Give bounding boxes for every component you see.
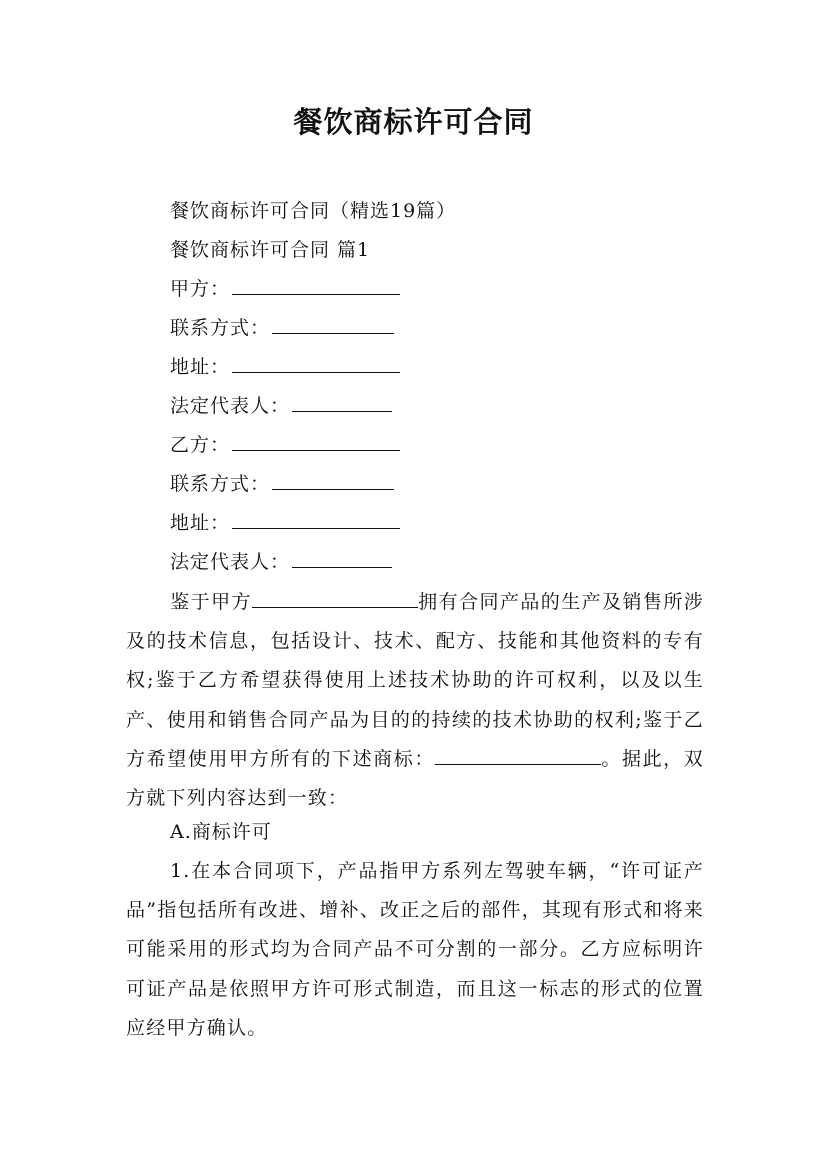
party-a-legal-rep-row bbox=[170, 392, 392, 420]
clause-1-paragraph bbox=[126, 852, 704, 1048]
party-a-address-label: 地址： bbox=[170, 356, 231, 378]
party-b-legal-rep-blank bbox=[292, 549, 392, 568]
party-b-address-row bbox=[170, 509, 400, 537]
party-b-row bbox=[170, 431, 400, 459]
document-title: 餐饮商标许可合同 bbox=[293, 105, 534, 139]
party-b-contact-blank bbox=[272, 471, 394, 490]
party-a-legal-rep-label: 法定代表人： bbox=[170, 395, 291, 417]
party-b-address-blank bbox=[232, 510, 400, 529]
party-b-blank bbox=[232, 432, 400, 451]
party-a-row bbox=[170, 275, 400, 303]
whereas-part-2: 拥有合同产品的生产及销售所涉及的技术信息，包括设计、技术、配方、技能和其他资料的专有权;鉴于乙方希望获得使用上述技术协助的许可权利，以及以生产、使用和销售合同产品为目的的持续的技术协助的权利;鉴于乙方希望使用甲方所有的下述商标： bbox=[126, 591, 704, 770]
clause-1-text: 1.在本合同项下，产品指甲方系列左驾驶车辆，“许可证产品”指包括所有改进、增补、改正之后的部件，其现有形式和将来可能采用的形式均为合同产品不可分割的一部分。乙方应标明许可证产品是依照甲方许可形式制造，而且这一标志的形式的位置应经甲方确认。 bbox=[126, 860, 704, 1039]
whereas-paragraph bbox=[126, 583, 704, 818]
party-a-blank bbox=[232, 276, 400, 295]
party-a-legal-rep-blank bbox=[292, 393, 392, 412]
party-b-contact-label: 联系方式： bbox=[170, 473, 271, 495]
party-a-contact-label: 联系方式： bbox=[170, 317, 271, 339]
party-b-contact-row bbox=[170, 470, 394, 498]
whereas-blank-2 bbox=[435, 746, 601, 765]
party-a-address-blank bbox=[232, 354, 400, 373]
party-a-label: 甲方： bbox=[170, 278, 231, 300]
section-heading: 餐饮商标许可合同 篇1 bbox=[170, 239, 371, 261]
document-subtitle: 餐饮商标许可合同（精选19篇） bbox=[170, 200, 457, 222]
party-a-address-row bbox=[170, 353, 400, 381]
whereas-part-1: 鉴于甲方 bbox=[170, 591, 252, 613]
whereas-part-3: 。据此，双方就下列内容达到一致： bbox=[126, 747, 704, 810]
party-a-contact-row bbox=[170, 314, 394, 342]
party-b-legal-rep-label: 法定代表人： bbox=[170, 551, 291, 573]
section-a-heading: A.商标许可 bbox=[170, 821, 272, 843]
whereas-blank-1 bbox=[252, 589, 418, 608]
party-b-address-label: 地址： bbox=[170, 512, 231, 534]
party-b-legal-rep-row bbox=[170, 548, 392, 576]
party-a-contact-blank bbox=[272, 315, 394, 334]
party-b-label: 乙方： bbox=[170, 434, 231, 456]
